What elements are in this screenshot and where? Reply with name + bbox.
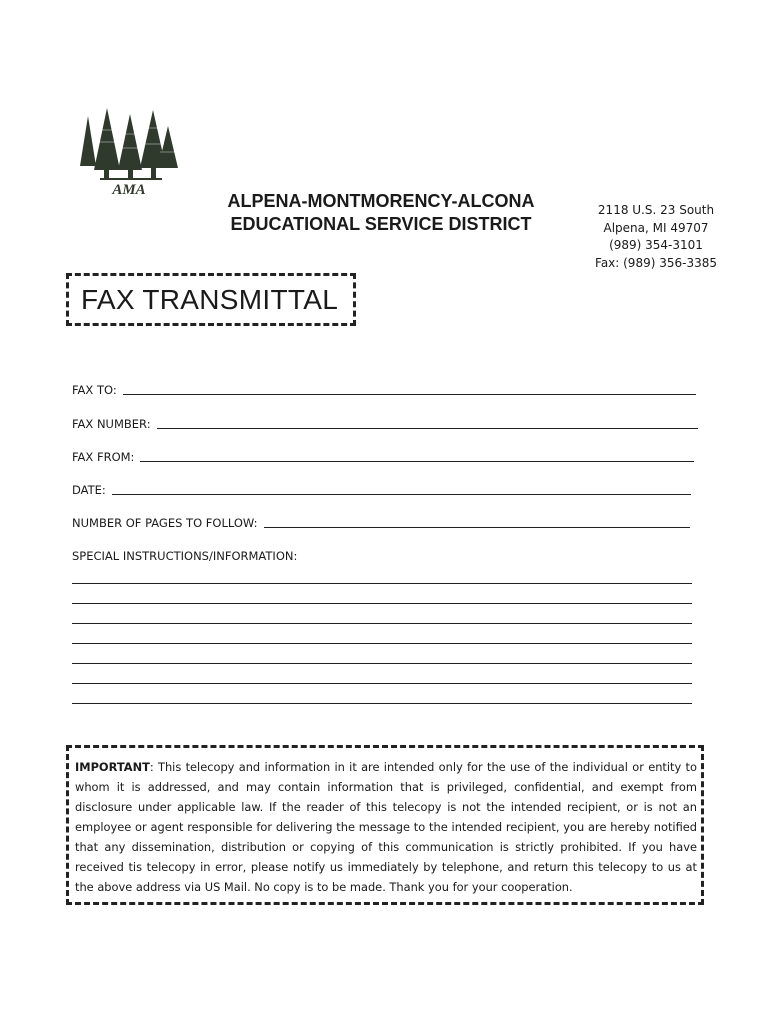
fax-number-input[interactable] — [157, 427, 698, 429]
address-fax: Fax: (989) 356-3385 — [595, 255, 717, 270]
special-instructions-line[interactable] — [72, 683, 692, 684]
special-instructions-line[interactable] — [72, 603, 692, 604]
fax-to-input[interactable] — [123, 393, 696, 395]
fax-from-label: FAX FROM: — [72, 450, 135, 464]
fax-number-label: FAX NUMBER: — [72, 417, 151, 431]
date-input[interactable] — [112, 493, 691, 495]
notice-heading: IMPORTANT — [75, 760, 150, 774]
organization-name-line2: EDUCATIONAL SERVICE DISTRICT — [230, 214, 532, 234]
fax-number-field — [72, 417, 698, 431]
organization-name — [206, 190, 556, 236]
confidentiality-notice — [75, 757, 697, 897]
special-instructions-line[interactable] — [72, 703, 692, 704]
organization-address — [585, 202, 727, 272]
special-instructions-line[interactable] — [72, 643, 692, 644]
fax-to-label: FAX TO: — [72, 383, 117, 397]
address-phone: (989) 354-3101 — [609, 238, 703, 252]
tree-logo-icon — [80, 108, 178, 200]
logo-wordmark: AMA — [112, 182, 146, 198]
page-title: FAX TRANSMITTAL — [81, 284, 339, 315]
date-label: DATE: — [72, 483, 106, 497]
special-instructions-line[interactable] — [72, 663, 692, 664]
pages-to-follow-label: NUMBER OF PAGES TO FOLLOW: — [72, 516, 258, 530]
special-instructions-line[interactable] — [72, 623, 692, 624]
special-instructions-line[interactable] — [72, 583, 692, 584]
special-instructions-label: SPECIAL INSTRUCTIONS/INFORMATION: — [72, 549, 298, 563]
organization-name-line1: ALPENA-MONTMORENCY-ALCONA — [227, 191, 535, 211]
fax-from-field — [72, 450, 694, 464]
confidentiality-notice-box — [66, 745, 704, 905]
pages-to-follow-field — [72, 516, 690, 530]
fax-title-box — [66, 273, 356, 326]
pages-to-follow-input[interactable] — [264, 526, 691, 528]
fax-to-field — [72, 383, 696, 397]
ama-logo — [80, 108, 178, 200]
notice-body: : This telecopy and information in it are intended only for the use of the individual or entity to whom it is addressed, and may contain information that is privileged, confidential, and exempt from disclosure under applicable law. If the reader of this telecopy is not the intended recipient, or is not an employee or agent responsible for delivering the message to the intended recipient, you are hereby notified that any dissemination, distribution or copying of this communication is strictly prohibited. If you have received tis telecopy in error, please notify us immediately by telephone, and return this telecopy to us at the above address via US Mail. No copy is to be made. Thank you for your cooperation. — [75, 760, 697, 894]
address-street: 2118 U.S. 23 South — [597, 203, 715, 217]
address-city: Alpena, MI 49707 — [603, 220, 709, 235]
date-field — [72, 483, 691, 497]
fax-from-input[interactable] — [140, 460, 694, 462]
